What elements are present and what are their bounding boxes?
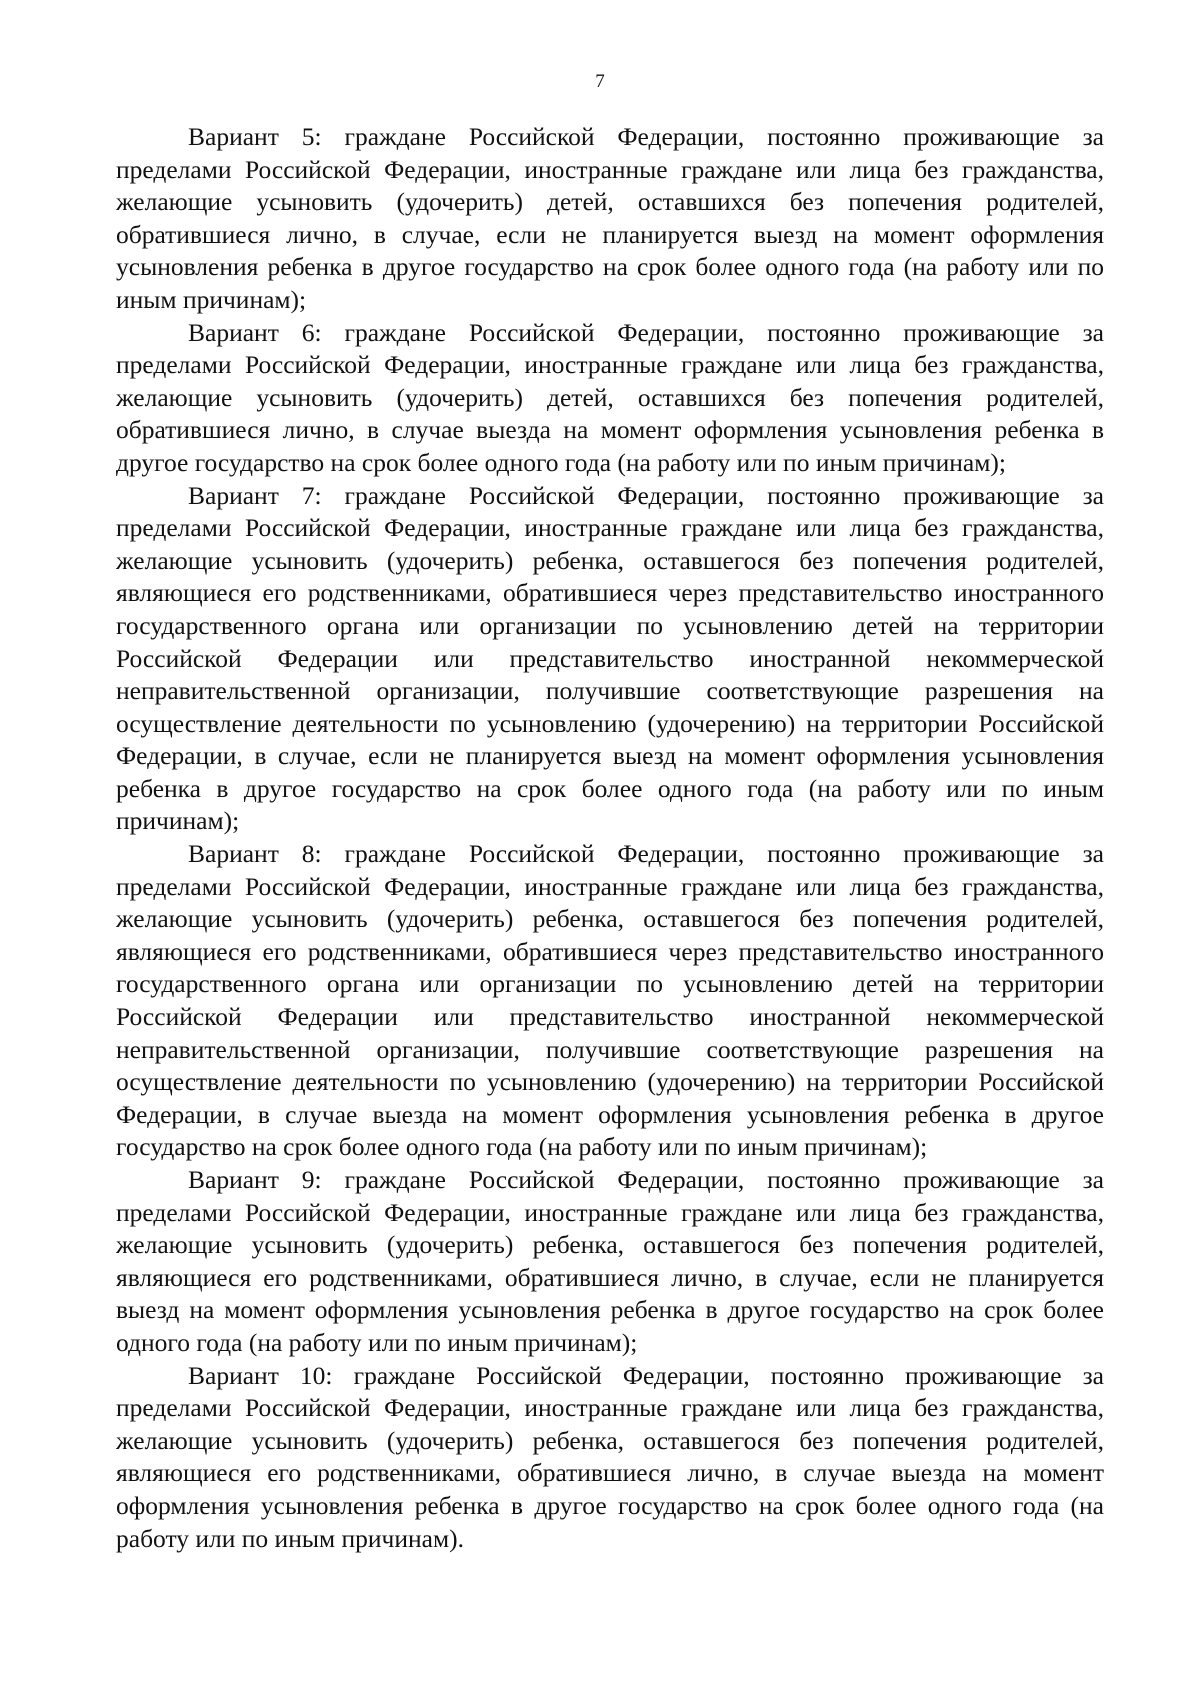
paragraph-variant-9: Вариант 9: граждане Российской Федерации, постоянно проживающие за пределами Российской Федерации, иностранные граждане или лица без гражданства, желающие усыновить (удочерить) ребенка, оставшегося без попечения родителей, являющиеся его родственниками, обратившиеся лично, в случае, если не планируется выезд на момент оформления усыновления ребенка в другое государство на срок более одного года (на работу или по иным причинам); [116, 1165, 1104, 1357]
paragraph-variant-7: Вариант 7: граждане Российской Федерации, постоянно проживающие за пределами Российской Федерации, иностранные граждане или лица без гражданства, желающие усыновить (удочерить) ребенка, оставшегося без попечения родителей, являющиеся его родственниками, обратившиеся через представительство иностранного государственного органа или организации по усыновлению детей на территории Российской Федерации или представительство иностранной некоммерческой неправительственной организации, получившие соответствующие разрешения на осуществление деятельности по усыновлению (удочерению) на территории Российской Федерации, в случае, если не планируется выезд на момент оформления усыновления ребенка в другое государство на срок более одного года (на работу или по иным причинам); [116, 480, 1104, 836]
page-number: 7 [595, 71, 605, 92]
paragraph-variant-8: Вариант 8: граждане Российской Федерации, постоянно проживающие за пределами Российской Федерации, иностранные граждане или лица без гражданства, желающие усыновить (удочерить) ребенка, оставшегося без попечения родителей, являющиеся его родственниками, обратившиеся через представительство иностранного государственного органа или организации по усыновлению детей на территории Российской Федерации или представительство иностранной некоммерческой неправительственной организации, получившие соответствующие разрешения на осуществление деятельности по усыновлению (удочерению) на территории Российской Федерации, в случае выезда на момент оформления усыновления ребенка в другое государство на срок более одного года (на работу или по иным причинам); [116, 839, 1104, 1162]
paragraph-variant-6: Вариант 6: граждане Российской Федерации, постоянно проживающие за пределами Российской Федерации, иностранные граждане или лица без гражданства, желающие усыновить (удочерить) детей, оставшихся без попечения родителей, обратившиеся лично, в случае выезда на момент оформления усыновления ребенка в другое государство на срок более одного года (на работу или по иным причинам); [116, 317, 1104, 477]
paragraph-variant-5: Вариант 5: граждане Российской Федерации, постоянно проживающие за пределами Российской Федерации, иностранные граждане или лица без гражданства, желающие усыновить (удочерить) детей, оставшихся без попечения родителей, обратившиеся лично, в случае, если не планируется выезд на момент оформления усыновления ребенка в другое государство на срок более одного года (на работу или по иным причинам); [116, 122, 1104, 314]
paragraph-variant-10: Вариант 10: граждане Российской Федерации, постоянно проживающие за пределами Российской Федерации, иностранные граждане или лица без гражданства, желающие усыновить (удочерить) ребенка, оставшегося без попечения родителей, являющиеся его родственниками, обратившиеся лично, в случае выезда на момент оформления усыновления ребенка в другое государство на срок более одного года (на работу или по иным причинам). [116, 1360, 1104, 1553]
document-body [116, 121, 1104, 1555]
